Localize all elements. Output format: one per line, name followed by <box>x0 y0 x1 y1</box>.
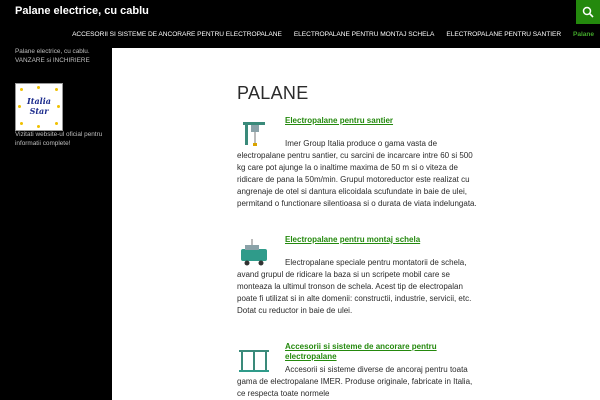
nav-item-montaj-schela[interactable]: ELECTROPALANE PENTRU MONTAJ SCHELA <box>293 31 435 38</box>
entry-title-santier[interactable]: Electropalane pentru santier <box>285 116 394 125</box>
entry-text-santier: Imer Group Italia produce o gama vasta de electropalane pentru santier, cu sarcini de incarcare intre 60 si 500 kg care pot ajunge la o inaltime maxima de 50 m si o viteza de ridicare de pana la 50m/min. Grupul motoreductor este realizat cu angrenaje de otel si dantura elicoidala scufundate in baie de ulei, permitand o functionare silentioasa si o durata de viata indelungata. <box>237 139 477 208</box>
sidebar-note: Vizitati website-ul oficial pentru informatii complete! <box>15 131 103 147</box>
sidebar-description: Palane electrice, cu cablu. VANZARE si INCHIRIERE <box>15 48 90 64</box>
entry-text-montaj-schela: Electropalane speciale pentru montatorii de schela, avand grupul de ridicare la baza si un scripete mobil care se monteaza la ultimul tronson de schela. Acest tip de electropalan poate fi utilizat si in alte domenii: constructii, industrie, servicii, etc. Dotat cu reductor in baie de ulei. <box>237 258 472 315</box>
nav-item-accesorii[interactable]: ACCESORII SI SISTEME DE ANCORARE PENTRU ELECTROPALANE <box>72 31 282 38</box>
entry-text-accesorii: Accesorii si sisteme diverse de ancoraj pentru toata gama de electropalane IMER. Produse originale, fabricate in Italia, ce respecta toate normele <box>237 365 473 398</box>
primary-navigation <box>0 24 600 48</box>
site-title[interactable]: Palane electrice, cu cablu <box>15 5 149 17</box>
entry-title-montaj-schela[interactable]: Electropalane pentru montaj schela <box>285 235 421 244</box>
sidebar <box>0 48 112 400</box>
logo-text-star: Star <box>29 106 49 116</box>
page-title: PALANE <box>237 83 309 103</box>
entry-title-accesorii[interactable]: Accesorii si sisteme de ancorare pentru electropalane <box>285 342 437 361</box>
logo-text-italia: Italia <box>27 96 51 106</box>
top-bar <box>0 0 600 24</box>
nav-item-palane[interactable]: Palane <box>573 31 594 38</box>
nav-item-santier[interactable]: ELECTROPALANE PENTRU SANTIER <box>446 31 562 38</box>
search-button[interactable] <box>576 0 600 24</box>
search-icon <box>582 6 594 18</box>
italia-star-logo[interactable] <box>15 83 63 131</box>
